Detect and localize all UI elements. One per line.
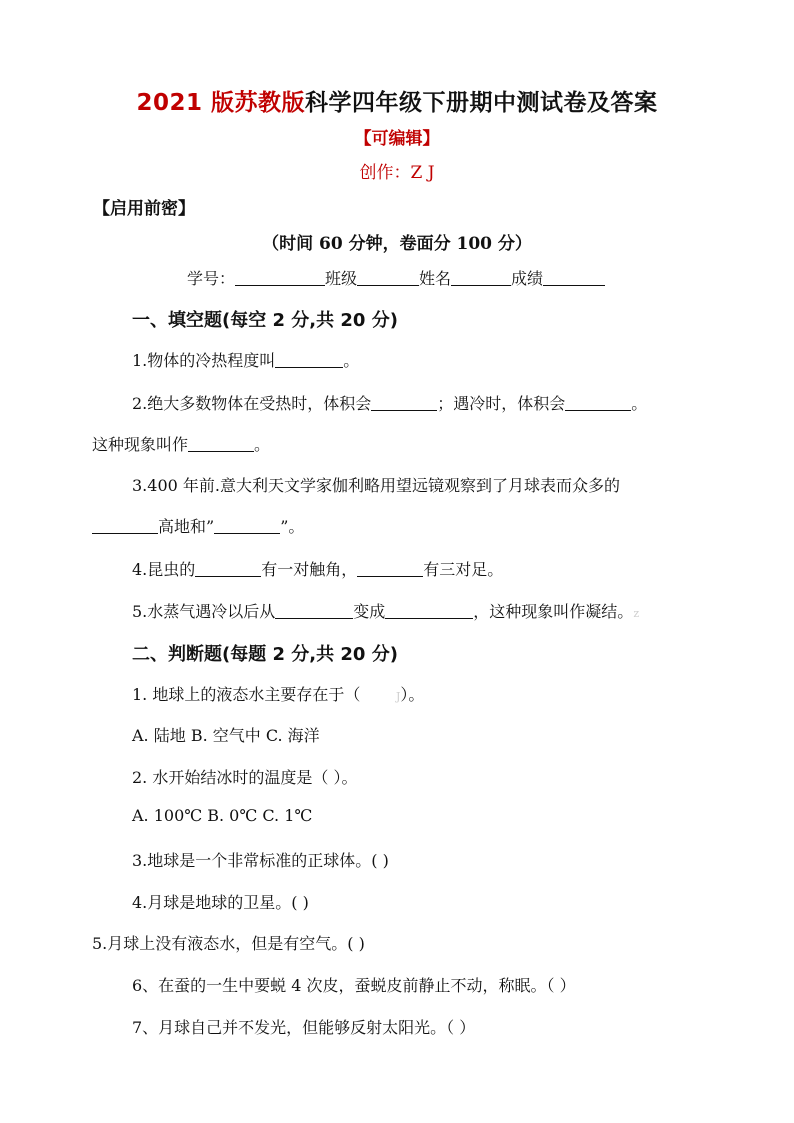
fill-q4-text-b: 有一对触角， (261, 560, 358, 579)
fill-q5-text-c: ，这种现象叫作凝结。 (473, 602, 634, 621)
document-title (0, 84, 794, 117)
fill-q4 (132, 557, 503, 580)
class-blank[interactable] (357, 269, 419, 286)
fill-q2-blank-2[interactable] (565, 394, 631, 411)
judge-q7: 7、月球自己并不发光，但能够反射太阳光。（ ） (132, 1018, 476, 1037)
fill-q4-blank-1[interactable] (195, 560, 261, 577)
fill-q2-cont (92, 432, 270, 455)
fill-q5-text-a: 5.水蒸气遇冷以后从 (132, 602, 276, 621)
fill-q2 (132, 391, 647, 414)
judge-q1-end: ）。 (400, 685, 425, 704)
score-label: 成绩 (511, 269, 544, 288)
class-label: 班级 (325, 269, 358, 288)
fill-q3: 3.400 年前.意大利天文学家伽利略用望远镜观察到了月球表而众多的 (132, 476, 620, 495)
title-red-part: 2021 版苏教版 (136, 90, 306, 116)
fill-q5-blank-2[interactable] (385, 602, 473, 619)
judge-q1-mark: J (395, 690, 401, 703)
secret-label: 【启用前密】 (93, 199, 195, 219)
judge-q5: 5.月球上没有液态水，但是有空气。( ) (92, 934, 365, 953)
judge-q2-options: A. 100℃ B. 0℃ C. 1℃ (132, 806, 313, 825)
judge-q1-answer-space[interactable] (360, 685, 400, 704)
exam-info: （时间 60 分钟，卷面分 100 分） (262, 234, 532, 254)
judge-q4: 4.月球是地球的卫星。( ) (132, 893, 309, 912)
judge-q1 (132, 682, 424, 705)
fill-q1-text: 1.物体的冷热程度叫 (132, 351, 276, 370)
judge-q3: 3.地球是一个非常标准的正球体。( ) (132, 851, 389, 870)
fill-q3-blank-2[interactable] (214, 517, 280, 534)
fill-q3-text-c: ”。 (280, 517, 305, 536)
name-label: 姓名 (419, 269, 452, 288)
student-id-label: 学号： (187, 269, 236, 288)
section1-heading: 一、填空题(每空 2 分,共 20 分) (132, 310, 398, 331)
fill-q2-text-d: 这种现象叫作 (92, 435, 189, 454)
fill-q2-text-b: ；遇冷时，体积会 (437, 394, 566, 413)
name-blank[interactable] (451, 269, 511, 286)
fill-q4-blank-2[interactable] (357, 560, 423, 577)
fill-q3-text-b: 高地和” (158, 517, 215, 536)
fill-q2-text-a: 2.绝大多数物体在受热时，体积会 (132, 394, 372, 413)
fill-q2-blank-3[interactable] (188, 435, 254, 452)
judge-q2: 2. 水开始结冰时的温度是（ ）。 (132, 768, 358, 787)
student-id-blank[interactable] (235, 269, 325, 286)
fill-q1-blank[interactable] (275, 351, 343, 368)
fill-q3-cont (92, 514, 304, 537)
fill-q2-text-c: 。 (631, 394, 648, 413)
fill-q5-mark: z (633, 607, 640, 620)
fill-q2-text-e: 。 (254, 435, 271, 454)
fill-q5-blank-1[interactable] (275, 602, 353, 619)
score-blank[interactable] (543, 269, 605, 286)
author-line: 创作：Z J (359, 163, 435, 183)
fill-q2-blank-1[interactable] (371, 394, 437, 411)
fill-q1 (132, 348, 359, 371)
fill-q4-text-a: 4.昆虫的 (132, 560, 196, 579)
editable-note: 【可编辑】 (354, 129, 440, 149)
fill-q5-text-b: 变成 (353, 602, 386, 621)
fill-q4-text-c: 有三对足。 (423, 560, 504, 579)
judge-q6: 6、在蚕的一生中要蜕 4 次皮，蚕蜕皮前静止不动，称眠。（ ） (132, 976, 576, 995)
title-black-part: 科学四年级下册期中测试卷及答案 (305, 90, 658, 116)
fill-q1-end: 。 (343, 351, 360, 370)
judge-q1-options: A. 陆地 B. 空气中 C. 海洋 (132, 726, 320, 745)
judge-q1-text: 1. 地球上的液态水主要存在于（ (132, 685, 361, 704)
fill-q5 (132, 599, 639, 622)
fill-q3-blank-1[interactable] (92, 517, 158, 534)
student-fields (187, 266, 605, 289)
section2-heading: 二、判断题(每题 2 分,共 20 分) (132, 644, 398, 665)
